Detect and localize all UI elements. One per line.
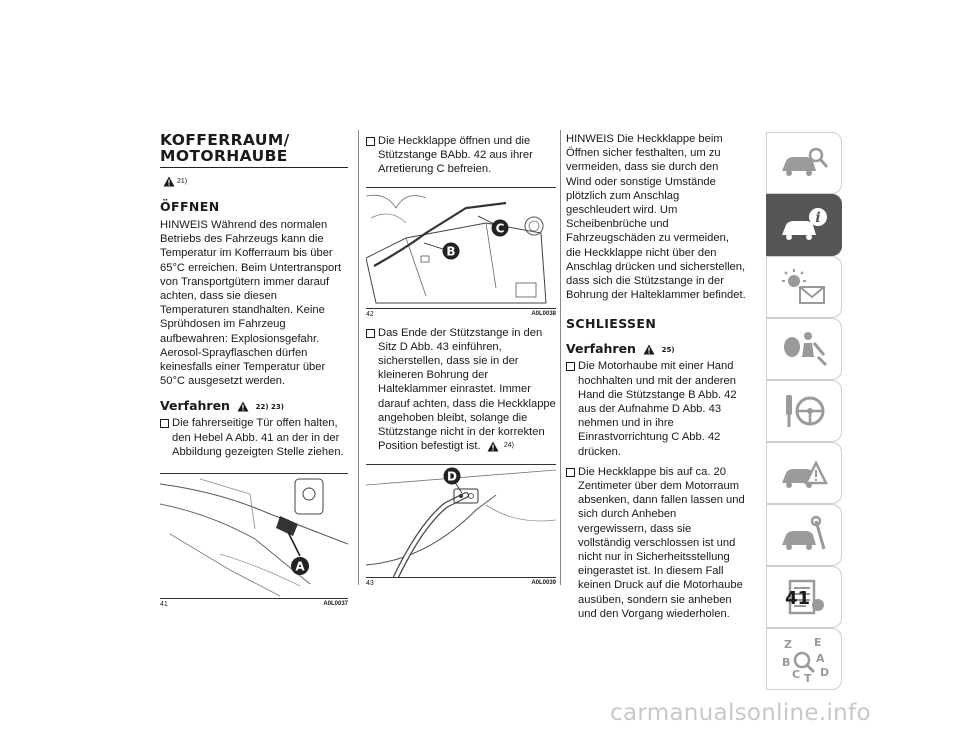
column-1: [160, 132, 348, 608]
car-warning-triangle-icon: [778, 453, 830, 493]
trunk-support-rod-illustration: [366, 188, 556, 308]
figure-43: [366, 464, 556, 587]
support-rod-seat-illustration: [366, 465, 556, 577]
svg-text:E: E: [814, 636, 822, 649]
page-number: 41: [785, 588, 811, 609]
procedure-heading: Verfahren 22) 23): [160, 398, 284, 414]
svg-text:B: B: [782, 656, 791, 669]
column-3: [566, 132, 746, 627]
key-steering-wheel-icon: [778, 391, 830, 431]
car-info-icon: [778, 205, 830, 245]
warning-triangle-icon: [643, 344, 655, 355]
svg-text:C: C: [495, 221, 505, 236]
heading-open: ÖFFNEN: [160, 199, 220, 214]
list-item: Die Motorhaube mit einer Hand hochhalten und mit der anderen Hand die Stützstange B Abb. 42 aus der Aufnahme D Abb. 43 nehmen und in ihre Einrastvorrichtung C Abb. 42 drücken.: [566, 359, 746, 458]
heading-close: SCHLIESSEN: [566, 316, 657, 332]
procedure-heading: Verfahren 25): [566, 341, 675, 357]
watermark: carmanualsonline.info: [610, 700, 871, 726]
checkbox-bullet: [366, 329, 375, 338]
column-2: [366, 132, 556, 587]
figure-41: [160, 473, 348, 608]
column-separator: [560, 130, 561, 585]
note-tailgate: HINWEIS Die Heckklappe beim Öffnen sicher festhalten, um zu vermeiden, dass sie durch den Wind oder sonstige Umstände plötzlich zum Anschlag geschleudert wird. Um Scheibenbrüche und Fahrzeugschäden zu vermeiden, die Heckklappe nicht über den Anschlag drücken und sicherstellen, dass sich die Stützstange in der Bohrung der Halteklammer befindet.: [566, 133, 746, 302]
warning-triangle-icon: [163, 176, 175, 187]
door-lever-illustration: [160, 474, 348, 598]
car-wrench-icon: [778, 515, 830, 555]
figure-caption: 41 A0L0037: [160, 598, 348, 608]
list-item: Die fahrerseitige Tür offen halten, den Hebel A Abb. 41 an der in der Abbildung gezeigten Stelle ziehen.: [160, 416, 348, 459]
svg-text:Z: Z: [784, 638, 792, 651]
tab-car-info[interactable]: [766, 194, 842, 256]
list-item: Die Heckklappe öffnen und die Stützstange BAbb. 42 aus ihrer Arretierung C befreien.: [366, 134, 556, 177]
light-message-icon: [778, 267, 830, 307]
tab-lights-messages[interactable]: [766, 256, 842, 318]
tab-index[interactable]: [766, 628, 842, 690]
svg-text:A: A: [816, 652, 825, 665]
svg-text:D: D: [820, 666, 830, 679]
svg-text:i: i: [815, 210, 821, 226]
warning-triangle-icon: [237, 401, 249, 412]
figure-caption: 43 A0L0039: [366, 577, 556, 587]
tab-maintenance[interactable]: [766, 504, 842, 566]
car-magnifier-icon: [778, 143, 830, 183]
tab-emergency[interactable]: [766, 442, 842, 504]
checkbox-bullet: [160, 419, 169, 428]
svg-text:C: C: [792, 668, 801, 681]
figure-caption: 42 A0L0038: [366, 308, 556, 318]
tab-starting-driving[interactable]: [766, 380, 842, 442]
checkbox-bullet: [566, 468, 575, 477]
svg-text:D: D: [447, 469, 457, 483]
airbag-person-icon: [778, 329, 830, 369]
note-temperature: HINWEIS Während des normalen Betriebs des Fahrzeugs kann die Temperatur im Kofferraum bis über 65°C erreichen. Beim Untertransport von Transportgütern immer darauf achten, dass sie diesen Temperaturen standhalten. Keine Sprühdosen im Fahrzeug aufbewahren: Explosionsgefahr. Aerosol-Sprayflaschen dürfen keinesfalls einer Temperatur über 50°C ausgesetzt werden.: [160, 219, 342, 388]
title-warning-ref: 21): [160, 176, 348, 187]
column-separator: [358, 130, 359, 585]
list-item: Das Ende der Stützstange in den Sitz D Abb. 43 einführen, sicherstellen, dass sie in der kleineren Bohrung der Halteklammer einrastet. Immer darauf achten, dass die Heckklappe angehoben bleibt, solange die Stützstange nicht in der korrekten Position befestigt ist. 24): [366, 326, 556, 454]
svg-text:T: T: [804, 672, 812, 684]
figure-42: [366, 187, 556, 318]
tab-car-inspection[interactable]: [766, 132, 842, 194]
checkbox-bullet: [366, 137, 375, 146]
page-title: KOFFERRAUM/ MOTORHAUBE: [160, 132, 348, 168]
svg-text:B: B: [446, 244, 456, 259]
tab-safety[interactable]: [766, 318, 842, 380]
alphabetical-index-icon: [778, 634, 830, 684]
list-item: Die Heckklappe bis auf ca. 20 Zentimeter über dem Motorraum absenken, dann fallen lassen und sich durch Anheben vergewissern, dass sie vollständig verschlossen ist und nicht nur in Sicherheitsstellung eingerastet ist. In diesem Fall keinen Druck auf die Motorhaube ausüben, sondern sie anheben und den Vorgang wiederholen.: [566, 465, 746, 621]
checkbox-bullet: [566, 362, 575, 371]
svg-text:A: A: [295, 559, 305, 574]
warning-triangle-icon: [487, 441, 499, 452]
